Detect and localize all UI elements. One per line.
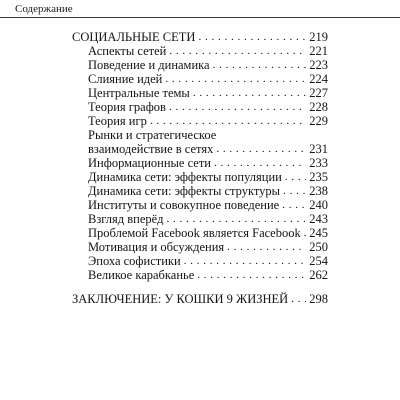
toc-section-conclusion[interactable] (72, 292, 328, 306)
toc-entry-label: Поведение и динамика (88, 58, 210, 72)
dot-leader (167, 212, 307, 226)
dot-leader (169, 100, 306, 114)
dot-leader (197, 268, 306, 282)
toc-entry-label-line2: взаимодействие в сетях (88, 142, 214, 156)
toc-entry-page: 227 (309, 86, 328, 100)
dot-leader (214, 156, 306, 170)
toc-entry[interactable] (88, 268, 328, 282)
toc-entry-label: СОЦИАЛЬНЫЕ СЕТИ (72, 30, 196, 44)
toc-entry-page: 221 (309, 44, 328, 58)
toc-entry-label: Теория игр (88, 114, 147, 128)
toc-entry[interactable] (88, 58, 328, 72)
toc-entry-label: Слияние идей (88, 72, 163, 86)
dot-leader (165, 72, 306, 86)
toc-entry[interactable] (88, 86, 328, 100)
toc-entry-label: Динамика сети: эффекты структуры (88, 184, 281, 198)
toc-entry-page: 250 (309, 240, 328, 254)
toc-entry-label: Центральные темы (88, 86, 190, 100)
dot-leader (304, 226, 307, 240)
toc-entry-label: Эпоха софистики (88, 254, 181, 268)
toc-entry-page: 254 (309, 254, 328, 268)
toc-entry[interactable] (88, 212, 328, 226)
dot-leader (184, 254, 307, 268)
toc-entry[interactable] (88, 44, 328, 58)
toc-entry[interactable] (88, 254, 328, 268)
running-head-title: Содержание (15, 3, 73, 15)
toc-entry-label: Информационные сети (88, 156, 211, 170)
toc-entry[interactable] (88, 170, 328, 184)
toc-entry-page: 231 (309, 142, 328, 156)
dot-leader (282, 198, 306, 212)
toc-entry-label: ЗАКЛЮЧЕНИЕ: У КОШКИ 9 ЖИЗНЕЙ (72, 292, 289, 306)
dot-leader (198, 30, 306, 44)
dot-leader (193, 86, 306, 100)
toc-entry[interactable] (88, 226, 328, 240)
toc-entry[interactable] (88, 128, 328, 158)
dot-leader (150, 114, 306, 128)
toc-entry-label: Великое карабканье (88, 268, 195, 282)
toc-entry[interactable] (88, 114, 328, 128)
dot-leader (169, 44, 306, 58)
toc-entry-page: 229 (309, 114, 328, 128)
toc-entry-line2 (88, 142, 328, 156)
toc-entry-label: Проблемой Facebook является Facebook (88, 226, 301, 240)
toc-entry-page: 262 (309, 268, 328, 282)
dot-leader (285, 170, 306, 184)
toc-entry-page: 228 (309, 100, 328, 114)
toc-entry-page: 233 (309, 156, 328, 170)
toc-section-social-networks[interactable] (72, 30, 328, 44)
toc-entry[interactable] (88, 240, 328, 254)
toc-entry[interactable] (88, 184, 328, 198)
toc-entry-label-line1: Рынки и стратегическое (88, 128, 217, 142)
toc-entry-label: Взгляд вперёд (88, 212, 164, 226)
toc-entry-page: 238 (309, 184, 328, 198)
toc-entry-page: 223 (309, 58, 328, 72)
dot-leader (216, 142, 306, 156)
toc-entry-label: Динамика сети: эффекты популяции (88, 170, 282, 184)
toc-entry-page: 219 (309, 30, 328, 44)
toc-entry-label: Аспекты сетей (88, 44, 167, 58)
toc-entry[interactable] (88, 100, 328, 114)
toc-entry-page: 235 (309, 170, 328, 184)
toc-entry-page: 240 (309, 198, 328, 212)
toc-entry[interactable] (88, 156, 328, 170)
toc-entry-page: 298 (309, 292, 328, 306)
toc-entry[interactable] (88, 72, 328, 86)
toc-entry-page: 245 (309, 226, 328, 240)
dot-leader (291, 292, 306, 306)
toc-entry-page: 243 (309, 212, 328, 226)
toc-entry[interactable] (88, 198, 328, 212)
dot-leader (213, 58, 307, 72)
toc-entry-page: 224 (309, 72, 328, 86)
toc-entry-label: Теория графов (88, 100, 166, 114)
dot-leader (283, 184, 306, 198)
toc-entry-label: Мотивация и обсуждения (88, 240, 225, 254)
dot-leader (227, 240, 306, 254)
toc-entry-label: Институты и совокупное поведение (88, 198, 280, 212)
